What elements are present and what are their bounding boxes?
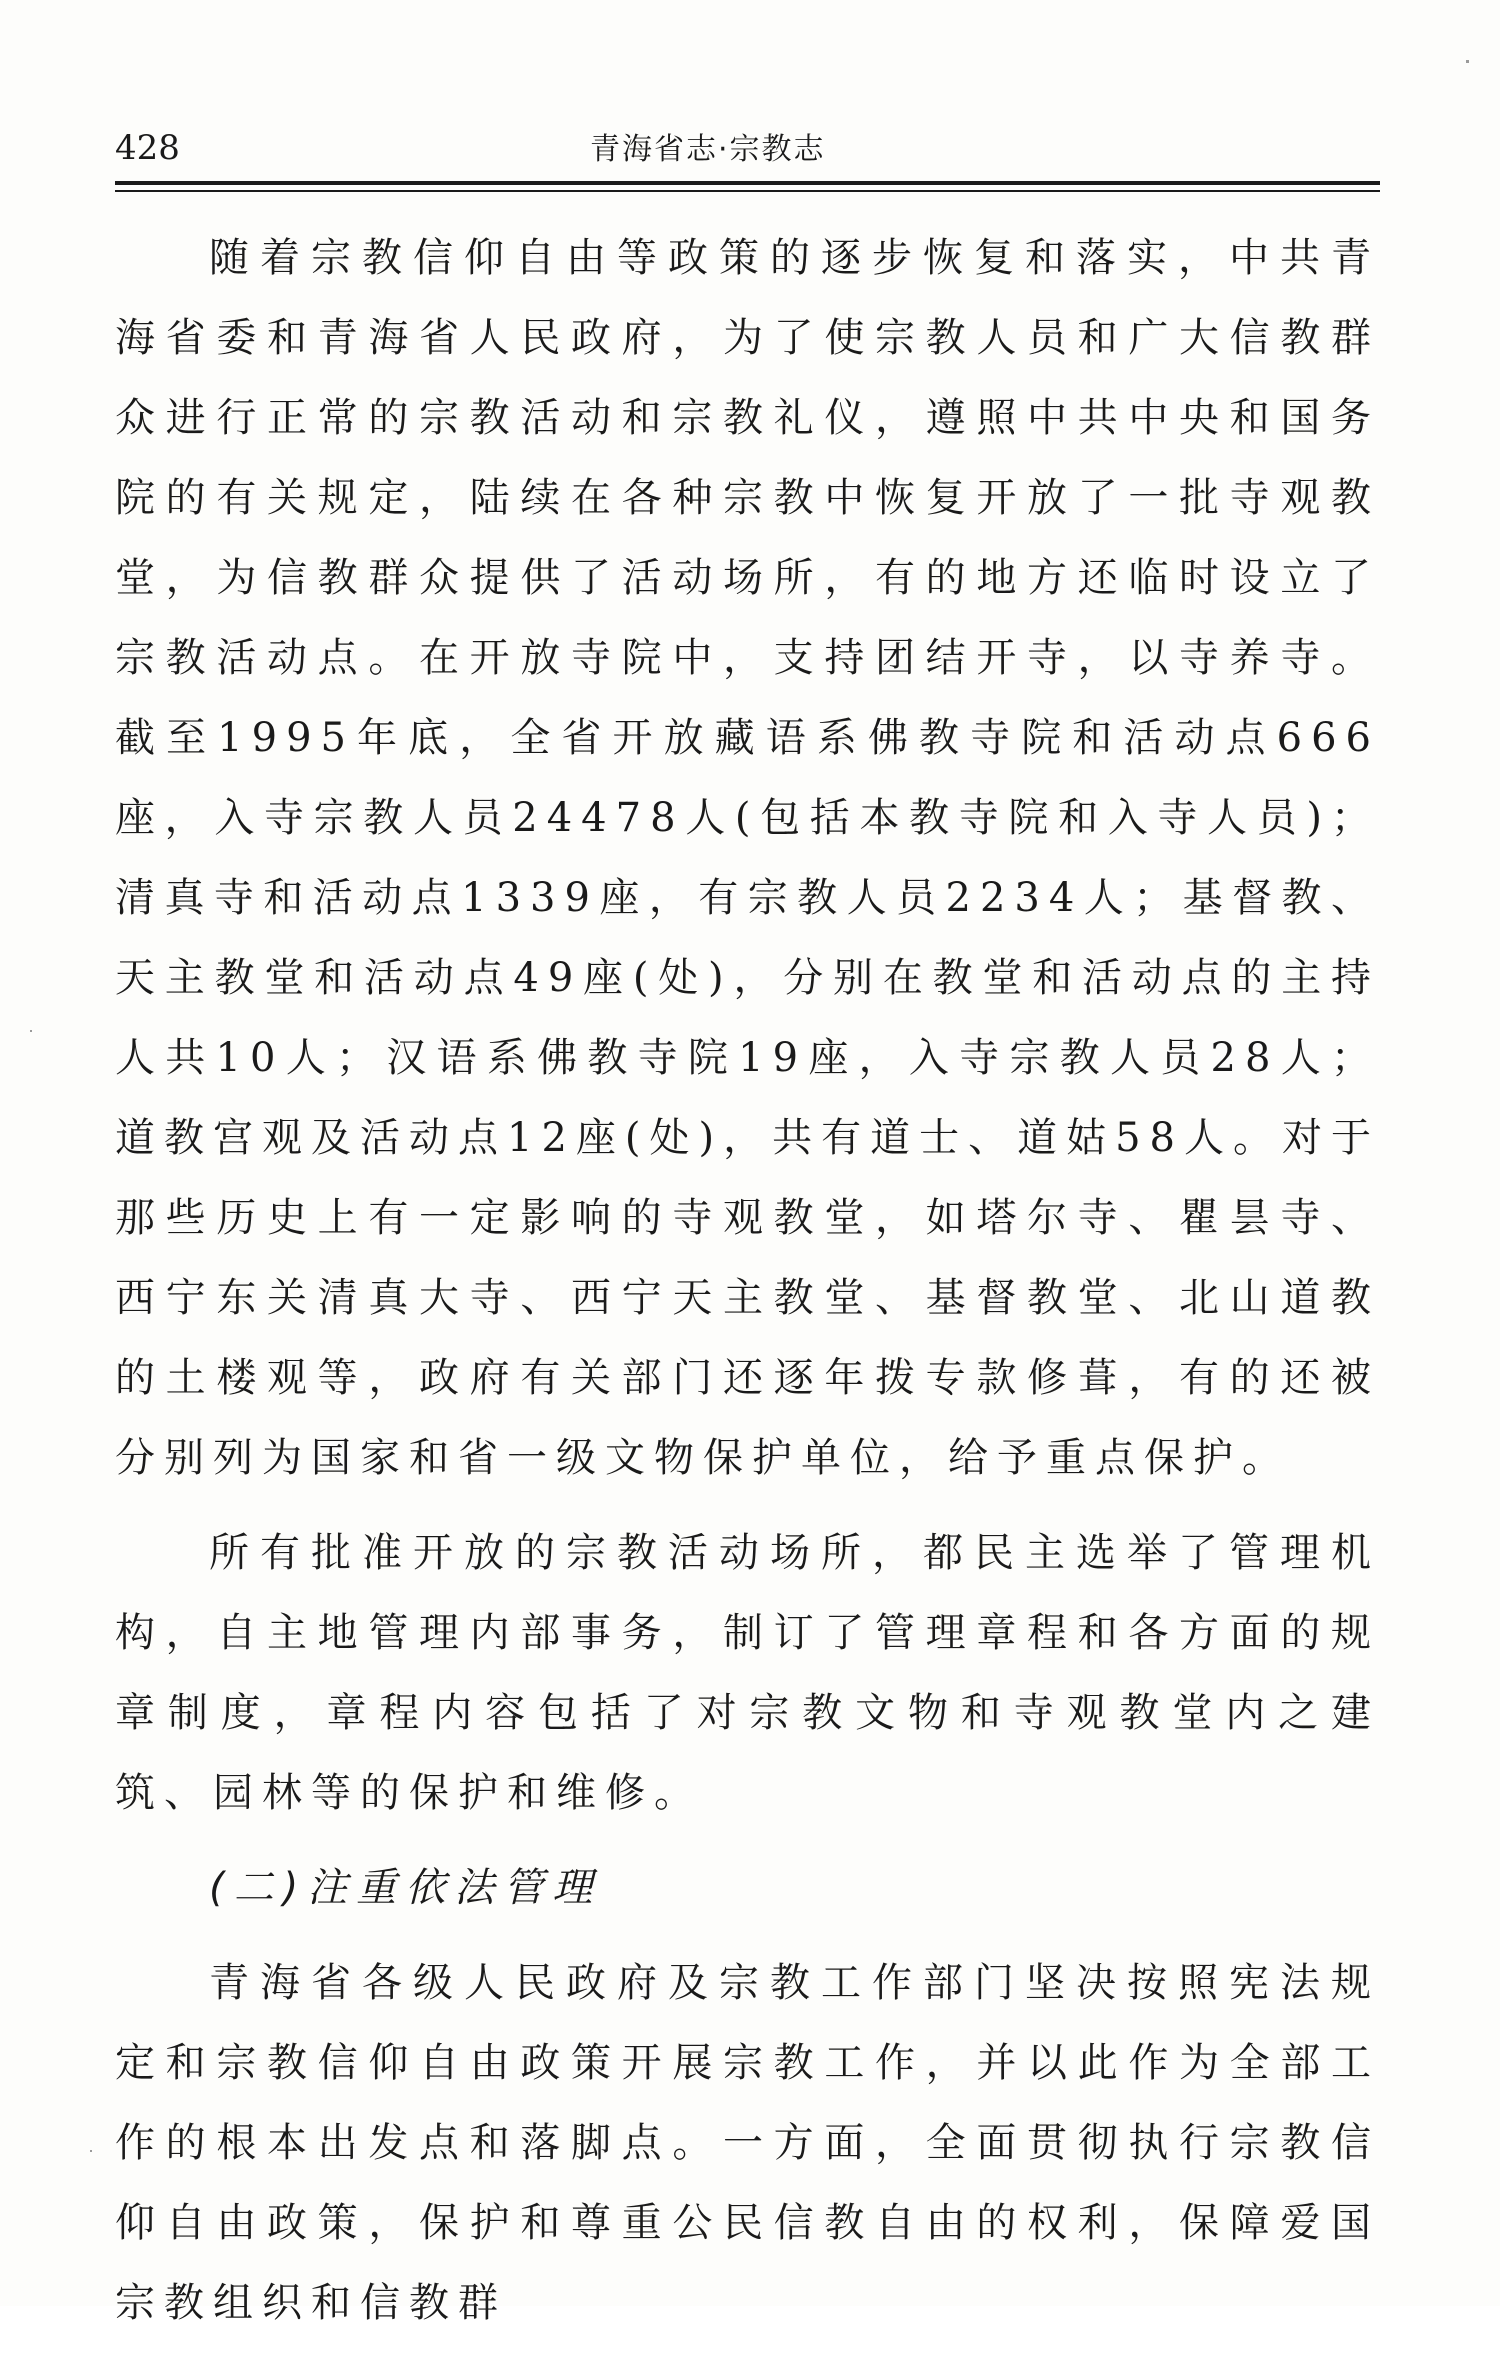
- paragraph-2: 所有批准开放的宗教活动场所，都民主选举了管理机构，自主地管理内部事务，制订了管理章程和各方面的规章制度，章程内容包括了对宗教文物和寺观教堂内之建筑、园林等的保护和维修。: [115, 1530, 1380, 1816]
- scan-speck: [90, 2150, 92, 2152]
- header-rule-thick: [115, 181, 1380, 185]
- running-title: 青海省志·宗教志: [590, 132, 826, 167]
- scan-speck: [30, 1030, 32, 1032]
- body-text: [115, 218, 1380, 2358]
- paragraph-3: 青海省各级人民政府及宗教工作部门坚决按照宪法规定和宗教信仰自由政策开展宗教工作，并以此作为全部工作的根本出发点和落脚点。一方面，全面贯彻执行宗教信仰自由政策，保护和尊重公民信教自由的权利，保障爱国宗教组织和信教群: [115, 1960, 1380, 2326]
- page-header: [115, 128, 1380, 178]
- section-subheading: (二)注重依法管理: [209, 1865, 602, 1911]
- paragraph-1: 随着宗教信仰自由等政策的逐步恢复和落实，中共青海省委和青海省人民政府，为了使宗教人员和广大信教群众进行正常的宗教活动和宗教礼仪，遵照中共中央和国务院的有关规定，陆续在各种宗教中恢复开放了一批寺观教堂，为信教群众提供了活动场所，有的地方还临时设立了宗教活动点。在开放寺院中，支持团结开寺，以寺养寺。截至1995年底，全省开放藏语系佛教寺院和活动点666座，入寺宗教人员24478人(包括本教寺院和入寺人员)；清真寺和活动点1339座，有宗教人员2234人；基督教、天主教堂和活动点49座(处)，分别在教堂和活动点的主持人共10人；汉语系佛教寺院19座，入寺宗教人员28人；道教宫观及活动点12座(处)，共有道士、道姑58人。对于那些历史上有一定影响的寺观教堂，如塔尔寺、瞿昙寺、西宁东关清真大寺、西宁天主教堂、基督教堂、北山道教的土楼观等，政府有关部门还逐年拨专款修葺，有的还被分别列为国家和省一级文物保护单位，给予重点保护。: [115, 235, 1381, 1481]
- scan-speck: [1466, 60, 1469, 63]
- page-number: 428: [115, 128, 180, 168]
- header-rule-thin: [115, 190, 1380, 192]
